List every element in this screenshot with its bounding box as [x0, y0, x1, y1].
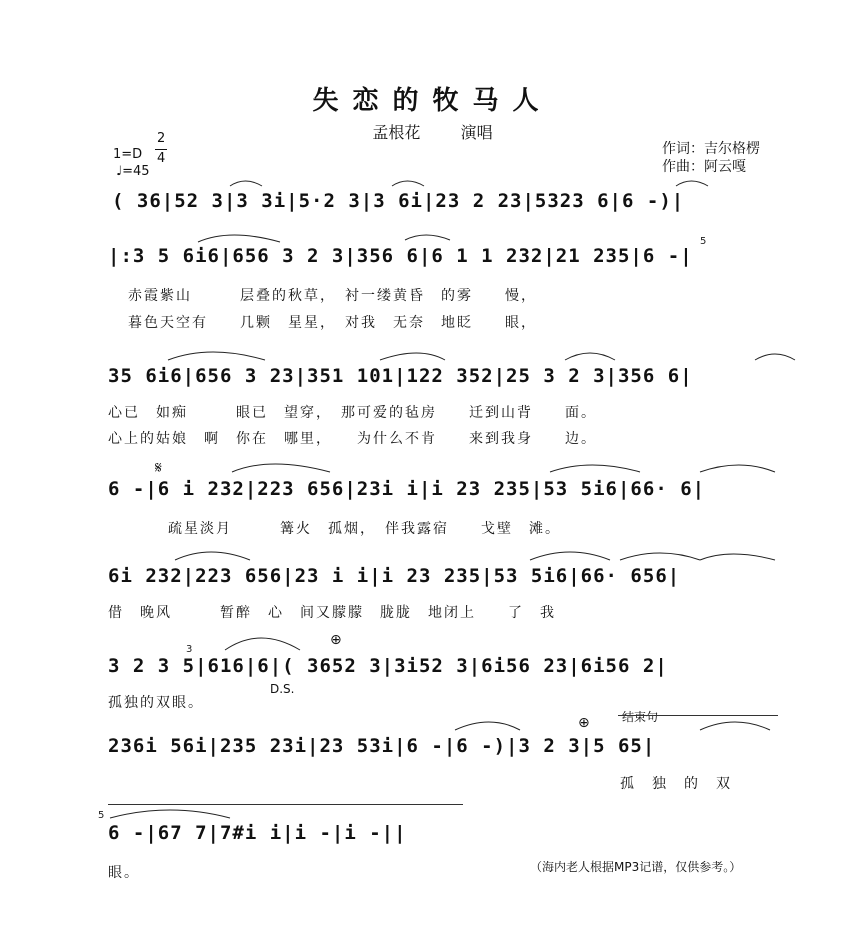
slur	[530, 552, 610, 560]
time-signature-top: 2	[157, 131, 166, 146]
dal-segno-marker: D.S.	[270, 682, 295, 696]
slur	[175, 552, 250, 560]
slur	[380, 353, 445, 360]
slur	[700, 722, 770, 730]
key-signature: 1=D	[113, 147, 143, 162]
slur	[405, 235, 450, 240]
slur	[168, 352, 265, 360]
lyrics-row-2-verse-2: 暮色天空有 几颗 星星， 对我 无奈 地眨 眼，	[128, 315, 537, 331]
footnote: （海内老人根据MP3记谱，仅供参考。）	[530, 860, 742, 874]
slur	[230, 181, 262, 186]
slur	[110, 810, 230, 818]
lyrics-row-8: 眼。	[108, 865, 140, 881]
slur	[232, 464, 330, 472]
tempo-marking: ♩=45	[116, 164, 150, 179]
svg-text:3: 3	[186, 644, 193, 655]
lyrics-row-4: 疏星淡月 篝火 孤烟， 伴我露宿 戈壁 滩。	[168, 521, 561, 537]
slur	[620, 553, 700, 560]
svg-text:5: 5	[700, 236, 707, 247]
segno-sign: 𝄋	[155, 458, 162, 477]
slur	[565, 353, 615, 360]
slur	[755, 354, 795, 360]
slur	[700, 554, 775, 560]
svg-text:5: 5	[98, 810, 105, 821]
ending-label: 结束句	[622, 710, 659, 724]
coda-sign-ending: ⊕	[578, 715, 590, 731]
song-title: 失恋的牧马人	[312, 86, 553, 116]
slur	[700, 465, 775, 472]
notation-row-8: 6 -|67 7|7#i i|i -|i -||	[108, 822, 407, 844]
notation-row-5: 6i 232|223 656|23 i i|i 23 235|53 5i6|66· 656|	[108, 565, 681, 587]
slur	[550, 465, 640, 472]
slur	[198, 235, 280, 242]
slur	[225, 638, 300, 650]
notation-row-3: 35 6i6|656 3 23|351 101|122 352|25 3 2 3|356 6|	[108, 365, 693, 387]
notation-row-1: ( 36|52 3|3 3i|5·2 3|3 6i|23 2 23|5323 6|6 -)|	[112, 190, 685, 212]
lyricist-credit: 作词：吉尔格楞	[662, 141, 760, 157]
coda-sign: ⊕	[330, 632, 342, 648]
lyrics-row-3-verse-2: 心上的姑娘 啊 你在 哪里， 为什么不肯 来到我身 边。	[108, 431, 597, 447]
slur	[676, 181, 708, 186]
slur	[392, 181, 424, 186]
notation-row-2: |:3 5 6i6|656 3 2 3|356 6|6 1 1 232|21 235|6 -|	[108, 245, 693, 267]
time-signature-bottom: 4	[157, 151, 166, 166]
notation-row-7: 236i 56i|235 23i|23 53i|6 -|6 -)|3 2 3|5 65|	[108, 735, 656, 757]
lyrics-row-7: 孤 独 的 双	[620, 776, 732, 792]
performer-role: 演唱	[460, 123, 493, 142]
notation-row-4: 6 -|6 i 232|223 656|23i i|i 23 235|53 5i6|66· 6|	[108, 478, 706, 500]
lyrics-row-5: 借 晚风 暂醉 心 间又朦朦 胧胧 地闭上 了 我	[108, 605, 556, 621]
composer-credit: 作曲：阿云嘎	[662, 159, 746, 175]
lyrics-row-6: 孤独的双眼。	[108, 695, 204, 711]
slur	[455, 722, 520, 730]
lyrics-row-2-verse-1: 赤霞紫山 层叠的秋草， 衬一缕黄昏 的雾 慢，	[128, 288, 537, 304]
notation-row-6: 3 2 3 5|616|6|( 3652 3|3i52 3|6i56 23|6i56 2|	[108, 655, 668, 677]
lyrics-row-3-verse-1: 心已 如痴 眼已 望穿， 那可爱的毡房 迁到山背 面。	[108, 405, 597, 421]
performer-name: 孟根花	[372, 123, 421, 142]
